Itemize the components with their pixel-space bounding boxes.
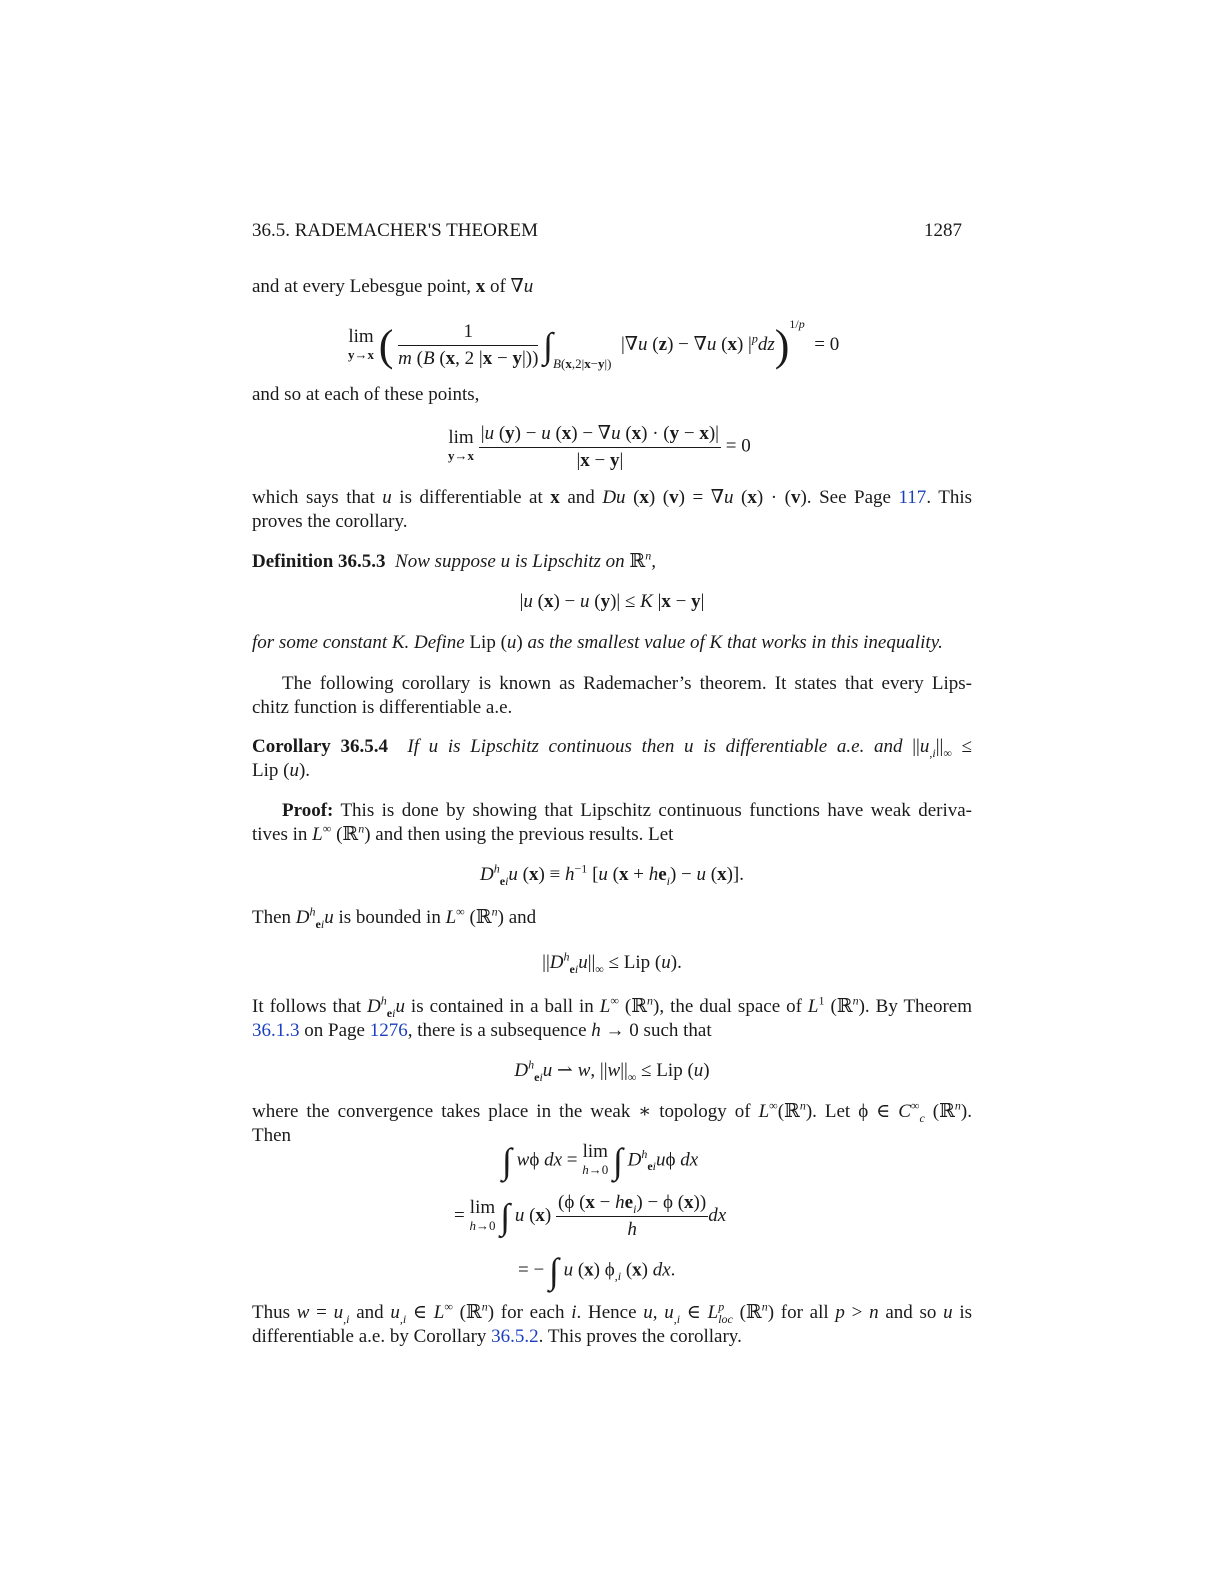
para-each-point: and so at each of these points, — [252, 384, 480, 405]
equation-differentiable-limit: lim y→x $\frac{|u (y) - u (x) - \nabla u (x) \cdot (y - x)|}{|x - y|}$ = 0 — [448, 423, 751, 471]
para-follows: It follows that $D^h_{ei}u$ is contained in a ball in L∞ (ℝ$^n$), the dual space of $L^1$ (ℝ$^n$). By Theorem — [252, 993, 973, 1020]
equation-integral-3: = − ∫ u (x) $\phi_{,i}$ (x) dx. — [518, 1251, 676, 1291]
para-rademacher-intro: The following corollary is known as Rademacher’s theorem. It states that every Lips- — [282, 673, 972, 694]
corollary-body: Lip (u). — [252, 760, 311, 781]
section-title: 36.5. RADEMACHER'S THEOREM — [252, 220, 538, 241]
para-weak-star: where the convergence takes place in the weak ∗ topology of L∞(ℝ$^n$). Let ϕ ∈ $C^\infty_c$ (ℝ$^n$). — [252, 1098, 972, 1125]
para-thus: Thus $w = u_{,i}$ and $u_{,i}$ ∈ L∞ (ℝ$^n$) for each i. Hence u, $u_{,i}$ ∈ $L^p_{loc}$ (ℝ$^n$) for all p > n and so u is — [252, 1299, 973, 1326]
equation-integral-2: = lim h→0 ∫ u (x) (ϕ $(x - he_i) - \phi$ (x)) h dx — [454, 1192, 727, 1240]
equation-integral-1: ∫ wϕ dx = lim h→0 ∫ $D^h_{ei}u\phi$ dx — [502, 1141, 699, 1181]
definition-label: Definition 36.5.3 — [252, 551, 386, 572]
proof-start: Proof: This is done by showing that Lipschitz continuous functions have weak deriva- — [282, 800, 972, 821]
definition-heading: Definition 36.5.3 Now suppose u is Lipschitz on ℝ$^n$, — [252, 548, 656, 572]
para-lebesgue-point: and at every Lebesgue point, x of ∇u — [252, 276, 534, 297]
link-page-117[interactable]: 117 — [898, 487, 927, 508]
para-then: Then — [252, 1125, 292, 1146]
para-which-says: which says that u is differentiable at x and Du (x) (v) = ∇u (x) · (v). See Page 117. This — [252, 487, 973, 508]
link-corollary-36-5-2[interactable]: 36.5.2 — [491, 1326, 539, 1347]
definition-body: for some constant K. Define Lip (u) as the smallest value of K that works in this inequality. — [252, 632, 943, 653]
page-number: 1287 — [924, 220, 962, 241]
link-page-1276[interactable]: 1276 — [369, 1020, 408, 1041]
equation-norm-bound: $||D^h_{ei}u||_\infty$ ≤ Lip (u). — [542, 949, 682, 976]
corollary-heading: Corollary 36.5.4 If u is Lipschitz continuous then u is differentiable a.e. and $||u_{,i}||_\infty$ ≤ — [252, 736, 973, 760]
equation-limit-integral: lim y→x ( $\frac{1}{m (B (x, 2 |x - y|))}$ $\int_{B(x,2|x-y|)}$ |∇u (z) − ∇u (x) $|^pdz)^{1/p} = 0$ — [348, 316, 840, 371]
para-proves-corollary: proves the corollary. — [252, 511, 408, 532]
equation-lipschitz: |u (x) − u (y)| ≤ K |x − y| — [519, 591, 705, 612]
link-theorem-36-1-3[interactable]: 36.1.3 — [252, 1020, 300, 1041]
para-bounded: Then $D^h_{ei}u$ is bounded in L∞ (ℝ$^n$) and — [252, 904, 537, 931]
equation-weak-convergence: $D^h_{ei}u$ ⇀ w, $||w||_\infty$ ≤ Lip (u) — [514, 1057, 710, 1084]
para-rademacher-intro-2: chitz function is differentiable a.e. — [252, 697, 513, 718]
corollary-label: Corollary 36.5.4 — [252, 736, 388, 757]
para-thus-2: differentiable a.e. by Corollary 36.5.2. This proves the corollary. — [252, 1326, 742, 1347]
running-header — [252, 219, 972, 243]
equation-difference-quotient: $D^h_{ei}u$ $(x) \equiv h^{-1}$ [u $(x + he_i) - u$ (x)]. — [480, 861, 744, 888]
para-follows-2: 36.1.3 on Page 1276, there is a subsequence h → 0 such that — [252, 1020, 712, 1041]
proof-line-2: tives in L∞ (ℝ$^n$) and then using the previous results. Let — [252, 821, 674, 845]
proof-label: Proof: — [282, 800, 334, 821]
